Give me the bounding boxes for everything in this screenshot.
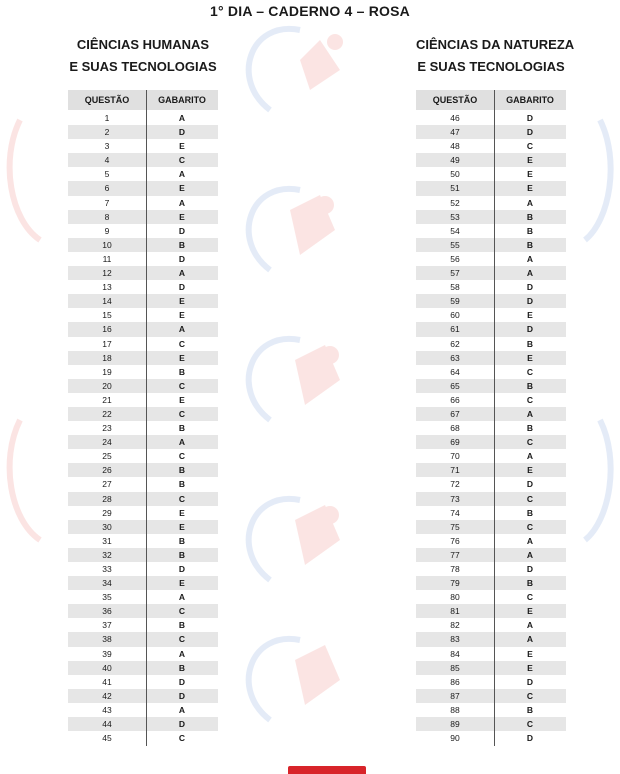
answer-letter: B — [178, 366, 186, 377]
humanas-title-line1: CIÊNCIAS HUMANAS — [76, 37, 210, 52]
answer-letter: C — [178, 155, 186, 166]
question-number: 63 — [450, 352, 460, 363]
answer-letter: C — [526, 719, 534, 730]
table-row — [416, 280, 566, 294]
question-number: 62 — [450, 338, 460, 349]
table-row — [68, 139, 218, 153]
answer-letter: C — [178, 493, 186, 504]
answer-letter: E — [179, 394, 185, 405]
table-row — [68, 294, 218, 308]
table-row — [68, 590, 218, 604]
table-row — [68, 266, 218, 280]
answer-letter: B — [526, 507, 534, 518]
answer-letter: C — [526, 141, 534, 152]
table-row — [68, 675, 218, 689]
question-number: 11 — [102, 253, 112, 264]
column-divider — [494, 90, 495, 746]
question-number: 78 — [450, 564, 460, 574]
table-row — [416, 477, 566, 491]
answer-letter: C — [178, 408, 186, 419]
answer-letter: A — [526, 408, 534, 419]
answer-letter: C — [178, 606, 186, 617]
table-row — [68, 463, 218, 477]
answer-letter: B — [526, 704, 534, 715]
answer-letter: E — [179, 310, 185, 321]
question-number: 43 — [102, 704, 112, 715]
question-number: 13 — [102, 282, 112, 293]
answer-letter: C — [526, 592, 534, 603]
table-row — [416, 534, 566, 548]
question-number: 1 — [104, 113, 110, 123]
question-number: 70 — [450, 451, 460, 462]
answer-letter: D — [178, 253, 186, 264]
question-number: 12 — [102, 268, 112, 279]
answer-letter: B — [178, 239, 186, 250]
table-row — [68, 449, 218, 463]
humanas-table-body — [68, 111, 218, 745]
question-number: 20 — [102, 380, 112, 391]
table-row — [416, 463, 566, 477]
question-number: 79 — [450, 578, 460, 589]
table-row — [416, 590, 566, 604]
table-row — [416, 520, 566, 534]
question-number: 77 — [450, 549, 460, 560]
answer-letter: D — [526, 127, 534, 138]
column-divider — [146, 90, 147, 746]
table-row — [416, 435, 566, 449]
question-number: 5 — [104, 169, 110, 180]
table-row — [68, 576, 218, 590]
answer-letter: B — [178, 620, 186, 631]
answer-letter: E — [527, 310, 533, 321]
table-row — [68, 632, 218, 646]
answer-letter: A — [526, 634, 534, 645]
answer-letter: D — [526, 282, 534, 293]
question-number: 86 — [450, 676, 460, 687]
question-number: 10 — [102, 239, 112, 250]
column-header-answer: GABARITO — [158, 95, 206, 105]
question-number: 9 — [104, 225, 110, 236]
question-number: 35 — [102, 592, 112, 603]
question-number: 25 — [102, 451, 112, 462]
question-number: 29 — [102, 507, 112, 518]
answer-letter: C — [178, 338, 186, 349]
answer-letter: B — [526, 239, 534, 250]
answer-letter: B — [178, 549, 186, 560]
humanas-title — [68, 34, 218, 78]
table-row — [68, 548, 218, 562]
question-number: 36 — [102, 606, 112, 617]
table-row — [416, 492, 566, 506]
question-number: 87 — [450, 690, 460, 701]
question-number: 60 — [450, 310, 460, 321]
answer-letter: E — [527, 169, 533, 180]
table-row — [416, 661, 566, 675]
question-number: 64 — [450, 366, 460, 377]
table-row — [416, 365, 566, 379]
answer-letter: D — [178, 127, 186, 138]
question-number: 89 — [450, 719, 460, 730]
question-number: 54 — [450, 225, 460, 236]
table-row — [68, 717, 218, 731]
question-number: 39 — [102, 648, 112, 659]
table-row — [416, 210, 566, 224]
answer-letter: C — [178, 733, 186, 744]
question-number: 74 — [450, 507, 460, 518]
table-row — [416, 618, 566, 632]
table-row — [416, 675, 566, 689]
natureza-title-line2: E SUAS TECNOLOGIAS — [417, 59, 565, 74]
table-row — [416, 632, 566, 646]
answer-letter: C — [178, 380, 186, 391]
question-number: 22 — [102, 408, 112, 419]
answer-letter: E — [527, 606, 533, 617]
table-row — [416, 703, 566, 717]
answer-letter: C — [526, 521, 534, 532]
table-row — [416, 562, 566, 576]
answer-letter: E — [527, 648, 533, 659]
question-number: 61 — [450, 324, 460, 335]
answer-letter: C — [526, 437, 534, 448]
question-number: 4 — [104, 155, 110, 166]
table-row — [68, 224, 218, 238]
question-number: 57 — [450, 268, 460, 279]
table-row — [416, 308, 566, 322]
table-row — [68, 520, 218, 534]
question-number: 28 — [102, 493, 112, 504]
answer-letter: B — [526, 211, 534, 222]
table-row — [68, 421, 218, 435]
natureza-table-header — [416, 90, 566, 110]
table-row — [416, 717, 566, 731]
answer-letter: C — [526, 394, 534, 405]
table-row — [68, 492, 218, 506]
question-number: 56 — [450, 253, 460, 264]
answer-letter: D — [178, 282, 186, 293]
question-number: 76 — [450, 535, 460, 546]
question-number: 58 — [450, 282, 460, 293]
question-number: 33 — [102, 564, 112, 574]
answer-letter: A — [178, 704, 186, 715]
table-row — [68, 238, 218, 252]
question-number: 73 — [450, 493, 460, 504]
answer-letter: E — [179, 141, 185, 152]
question-number: 8 — [104, 211, 110, 222]
table-row — [416, 266, 566, 280]
table-row — [416, 576, 566, 590]
answer-letter: E — [179, 211, 185, 222]
table-row — [68, 196, 218, 210]
answer-letter: C — [178, 634, 186, 645]
table-row — [416, 449, 566, 463]
question-number: 34 — [102, 578, 112, 589]
question-number: 38 — [102, 634, 112, 645]
table-row — [416, 111, 566, 125]
answer-letter: D — [526, 733, 534, 744]
natureza-title — [416, 34, 575, 78]
answer-letter: D — [178, 719, 186, 730]
table-row — [68, 731, 218, 745]
answer-letter: E — [179, 521, 185, 532]
answer-letter: D — [178, 676, 186, 687]
column-header-answer: GABARITO — [506, 95, 554, 105]
table-row — [68, 647, 218, 661]
question-number: 30 — [102, 521, 112, 532]
table-row — [68, 393, 218, 407]
table-row — [416, 731, 566, 745]
humanas-title-line2: E SUAS TECNOLOGIAS — [69, 59, 217, 74]
answer-letter: D — [178, 225, 186, 236]
question-number: 19 — [102, 366, 112, 377]
answer-letter: B — [178, 479, 186, 490]
question-number: 2 — [104, 127, 110, 138]
answer-letter: C — [526, 690, 534, 701]
answer-letter: E — [179, 352, 185, 363]
answer-letter: D — [526, 296, 534, 307]
table-row — [68, 153, 218, 167]
question-number: 45 — [102, 733, 112, 744]
question-number: 67 — [450, 408, 460, 419]
question-number: 44 — [102, 719, 112, 730]
answer-letter: C — [526, 366, 534, 377]
question-number: 71 — [450, 465, 460, 476]
answer-letter: A — [526, 253, 534, 264]
question-number: 72 — [450, 479, 460, 490]
table-row — [416, 139, 566, 153]
question-number: 23 — [102, 423, 112, 434]
answer-letter: C — [178, 451, 186, 462]
question-number: 14 — [102, 296, 112, 307]
question-number: 80 — [450, 592, 460, 603]
table-row — [416, 252, 566, 266]
answer-letter: B — [178, 423, 186, 434]
answer-letter: D — [178, 564, 186, 574]
answer-letter: C — [526, 493, 534, 504]
answer-letter: D — [526, 479, 534, 490]
question-number: 75 — [450, 521, 460, 532]
table-row — [416, 421, 566, 435]
answer-letter: E — [527, 183, 533, 194]
question-number: 46 — [450, 113, 460, 123]
table-row — [416, 181, 566, 195]
answer-letter: B — [526, 578, 534, 589]
table-row — [68, 322, 218, 336]
answer-letter: B — [526, 380, 534, 391]
table-row — [68, 280, 218, 294]
answer-letter: A — [526, 268, 534, 279]
table-row — [68, 604, 218, 618]
answer-letter: A — [526, 535, 534, 546]
table-row — [68, 181, 218, 195]
table-row — [416, 351, 566, 365]
question-number: 7 — [104, 197, 110, 208]
table-row — [68, 618, 218, 632]
question-number: 31 — [102, 535, 112, 546]
question-number: 15 — [102, 310, 112, 321]
question-number: 41 — [102, 676, 112, 687]
question-number: 85 — [450, 662, 460, 673]
question-number: 49 — [450, 155, 460, 166]
table-row — [68, 435, 218, 449]
answer-letter: B — [526, 338, 534, 349]
answer-letter: A — [178, 324, 186, 335]
question-number: 69 — [450, 437, 460, 448]
table-row — [416, 379, 566, 393]
table-row — [416, 294, 566, 308]
question-number: 6 — [104, 183, 110, 194]
table-row — [416, 337, 566, 351]
table-row — [416, 167, 566, 181]
inep-logo-fragment — [288, 766, 366, 774]
table-row — [68, 167, 218, 181]
answer-letter: E — [179, 296, 185, 307]
question-number: 16 — [102, 324, 112, 335]
question-number: 68 — [450, 423, 460, 434]
answer-letter: A — [178, 648, 186, 659]
answer-letter: A — [178, 437, 186, 448]
table-row — [68, 562, 218, 576]
question-number: 42 — [102, 690, 112, 701]
question-number: 51 — [450, 183, 460, 194]
question-number: 55 — [450, 239, 460, 250]
table-row — [68, 365, 218, 379]
answer-letter: A — [178, 169, 186, 180]
table-row — [68, 506, 218, 520]
table-row — [68, 703, 218, 717]
table-row — [416, 125, 566, 139]
table-row — [68, 534, 218, 548]
humanas-table-header — [68, 90, 218, 110]
answer-letter: E — [527, 352, 533, 363]
table-row — [68, 407, 218, 421]
answer-letter: A — [178, 113, 186, 123]
question-number: 52 — [450, 197, 460, 208]
question-number: 32 — [102, 549, 112, 560]
question-number: 65 — [450, 380, 460, 391]
answer-letter: B — [178, 535, 186, 546]
table-row — [68, 111, 218, 125]
answer-letter: E — [179, 183, 185, 194]
question-number: 3 — [104, 141, 110, 152]
table-row — [416, 196, 566, 210]
question-number: 21 — [102, 394, 112, 405]
table-row — [68, 689, 218, 703]
question-number: 83 — [450, 634, 460, 645]
answer-letter: A — [526, 620, 534, 631]
answer-letter: D — [526, 564, 534, 574]
answer-letter: A — [178, 197, 186, 208]
answer-letter: E — [527, 465, 533, 476]
question-number: 24 — [102, 437, 112, 448]
answer-letter: A — [526, 451, 534, 462]
question-number: 47 — [450, 127, 460, 138]
table-row — [68, 125, 218, 139]
question-number: 82 — [450, 620, 460, 631]
answer-letter: D — [178, 690, 186, 701]
answer-letter: E — [527, 662, 533, 673]
answer-letter: A — [526, 197, 534, 208]
answer-letter: B — [178, 465, 186, 476]
answer-letter: E — [527, 155, 533, 166]
question-number: 37 — [102, 620, 112, 631]
question-number: 90 — [450, 733, 460, 744]
answer-letter: E — [179, 507, 185, 518]
table-row — [416, 548, 566, 562]
answer-letter: D — [526, 113, 534, 123]
question-number: 40 — [102, 662, 112, 673]
table-row — [68, 379, 218, 393]
table-row — [68, 337, 218, 351]
question-number: 18 — [102, 352, 112, 363]
question-number: 81 — [450, 606, 460, 617]
table-row — [416, 224, 566, 238]
table-row — [416, 647, 566, 661]
table-row — [416, 506, 566, 520]
table-row — [416, 689, 566, 703]
question-number: 84 — [450, 648, 460, 659]
answer-letter: B — [526, 225, 534, 236]
table-row — [68, 210, 218, 224]
question-number: 17 — [102, 338, 112, 349]
natureza-table-body — [416, 111, 566, 745]
answer-letter: D — [526, 676, 534, 687]
question-number: 66 — [450, 394, 460, 405]
table-row — [416, 407, 566, 421]
question-number: 48 — [450, 141, 460, 152]
question-number: 88 — [450, 704, 460, 715]
table-row — [416, 322, 566, 336]
answer-letter: A — [526, 549, 534, 560]
table-row — [68, 661, 218, 675]
answer-letter: A — [178, 592, 186, 603]
table-row — [416, 153, 566, 167]
natureza-title-line1: CIÊNCIAS DA NATUREZA — [416, 37, 575, 52]
question-number: 53 — [450, 211, 460, 222]
answer-letter: D — [526, 324, 534, 335]
answer-letter: A — [178, 268, 186, 279]
question-number: 26 — [102, 465, 112, 476]
table-row — [68, 351, 218, 365]
answer-letter: E — [179, 578, 185, 589]
answer-letter: B — [178, 662, 186, 673]
question-number: 27 — [102, 479, 112, 490]
answer-letter: B — [526, 423, 534, 434]
question-number: 50 — [450, 169, 460, 180]
question-number: 59 — [450, 296, 460, 307]
table-row — [416, 604, 566, 618]
table-row — [416, 238, 566, 252]
page-title: 1° DIA – CADERNO 4 – ROSA — [210, 3, 410, 19]
table-row — [68, 477, 218, 491]
column-header-question: QUESTÃO — [84, 95, 130, 105]
column-header-question: QUESTÃO — [432, 95, 478, 105]
table-row — [68, 308, 218, 322]
table-row — [68, 252, 218, 266]
table-row — [416, 393, 566, 407]
